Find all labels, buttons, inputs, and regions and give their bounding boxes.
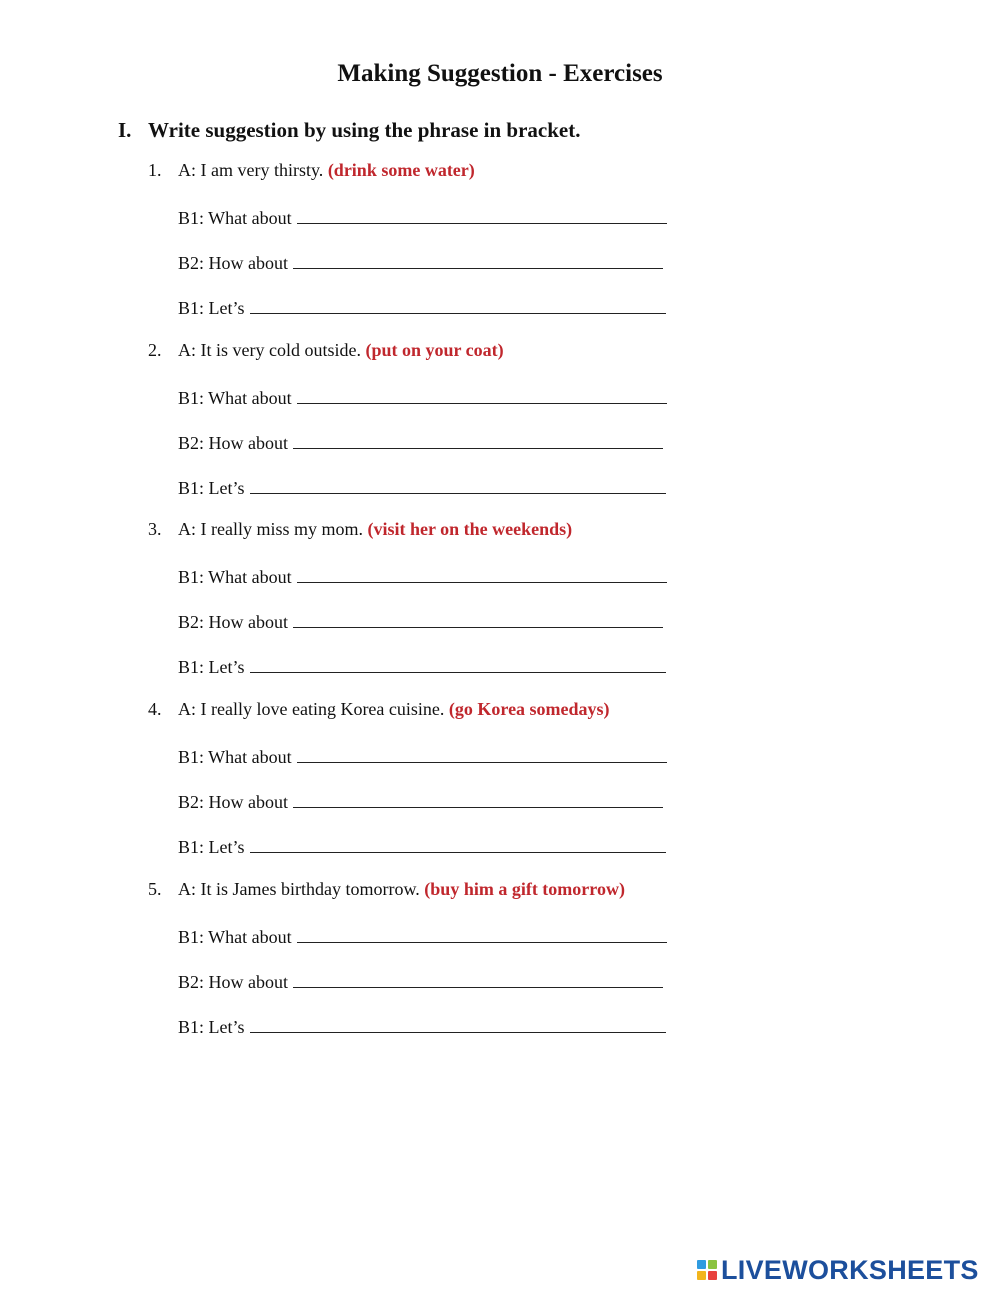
response-prefix: B1: Let’s <box>178 837 245 857</box>
response-row <box>178 428 663 455</box>
question-number: 5. <box>148 879 162 899</box>
question-prompt <box>178 158 475 182</box>
response-prefix: B2: How about <box>178 253 288 273</box>
answer-blank[interactable] <box>250 1012 667 1033</box>
response-row <box>178 742 667 769</box>
question-number: 1. <box>148 160 162 180</box>
answer-blank[interactable] <box>250 473 667 494</box>
bracket-hint: (drink some water) <box>327 160 475 180</box>
answer-blank[interactable] <box>293 607 663 628</box>
response-prefix: B1: Let’s <box>178 1017 245 1037</box>
answer-blank[interactable] <box>293 428 663 449</box>
response-row <box>178 473 666 500</box>
question-prompt <box>178 517 572 541</box>
response-row <box>178 293 666 320</box>
bracket-hint: (visit her on the weekends) <box>367 519 573 539</box>
answer-blank[interactable] <box>293 787 663 808</box>
section-instruction: Write suggestion by using the phrase in bracket. <box>148 118 581 142</box>
prompt-text: A: I am very thirsty. <box>178 160 324 180</box>
response-row <box>178 922 667 949</box>
prompt-text: A: It is James birthday tomorrow. <box>178 879 420 899</box>
response-row <box>178 1012 666 1039</box>
question-prompt <box>178 877 625 901</box>
logo-square <box>708 1271 717 1280</box>
response-prefix: B1: What about <box>178 927 292 947</box>
answer-blank[interactable] <box>297 922 667 943</box>
liveworksheets-logo[interactable] <box>697 1255 979 1285</box>
logo-text: LIVEWORKSHEETS <box>721 1254 979 1285</box>
prompt-text: A: I really love eating Korea cuisine. <box>178 699 445 719</box>
response-prefix: B1: What about <box>178 747 292 767</box>
response-prefix: B2: How about <box>178 612 288 632</box>
bracket-hint: (buy him a gift tomorrow) <box>424 879 625 899</box>
response-row <box>178 383 667 410</box>
page-title: Making Suggestion - Exercises <box>337 60 663 87</box>
response-prefix: B1: What about <box>178 208 292 228</box>
response-prefix: B1: What about <box>178 388 292 408</box>
answer-blank[interactable] <box>297 203 667 224</box>
response-row <box>178 787 663 814</box>
answer-blank[interactable] <box>297 742 667 763</box>
answer-blank[interactable] <box>293 248 663 269</box>
response-prefix: B1: Let’s <box>178 298 245 318</box>
response-row <box>178 967 663 994</box>
section-number: I. <box>118 118 132 142</box>
response-row <box>178 607 663 634</box>
response-row <box>178 832 666 859</box>
answer-blank[interactable] <box>250 832 667 853</box>
section-heading <box>118 118 580 143</box>
response-row <box>178 203 667 230</box>
answer-blank[interactable] <box>293 967 663 988</box>
answer-blank[interactable] <box>297 383 667 404</box>
answer-blank[interactable] <box>250 293 667 314</box>
question-prompt <box>178 338 504 362</box>
response-row <box>178 562 667 589</box>
question-number: 4. <box>148 699 162 719</box>
logo-squares-icon <box>697 1260 717 1280</box>
answer-blank[interactable] <box>250 652 667 673</box>
answer-blank[interactable] <box>297 562 667 583</box>
question-number: 3. <box>148 519 162 539</box>
response-prefix: B1: What about <box>178 567 292 587</box>
logo-square <box>708 1260 717 1269</box>
question-number: 2. <box>148 340 162 360</box>
bracket-hint: (go Korea somedays) <box>448 699 610 719</box>
response-prefix: B1: Let’s <box>178 478 245 498</box>
response-prefix: B2: How about <box>178 972 288 992</box>
prompt-text: A: It is very cold outside. <box>178 340 361 360</box>
response-prefix: B1: Let’s <box>178 657 245 677</box>
response-row <box>178 248 663 275</box>
response-prefix: B2: How about <box>178 433 288 453</box>
question-prompt <box>178 697 610 721</box>
response-row <box>178 652 666 679</box>
bracket-hint: (put on your coat) <box>365 340 504 360</box>
response-prefix: B2: How about <box>178 792 288 812</box>
logo-square <box>697 1260 706 1269</box>
prompt-text: A: I really miss my mom. <box>178 519 363 539</box>
logo-square <box>697 1271 706 1280</box>
